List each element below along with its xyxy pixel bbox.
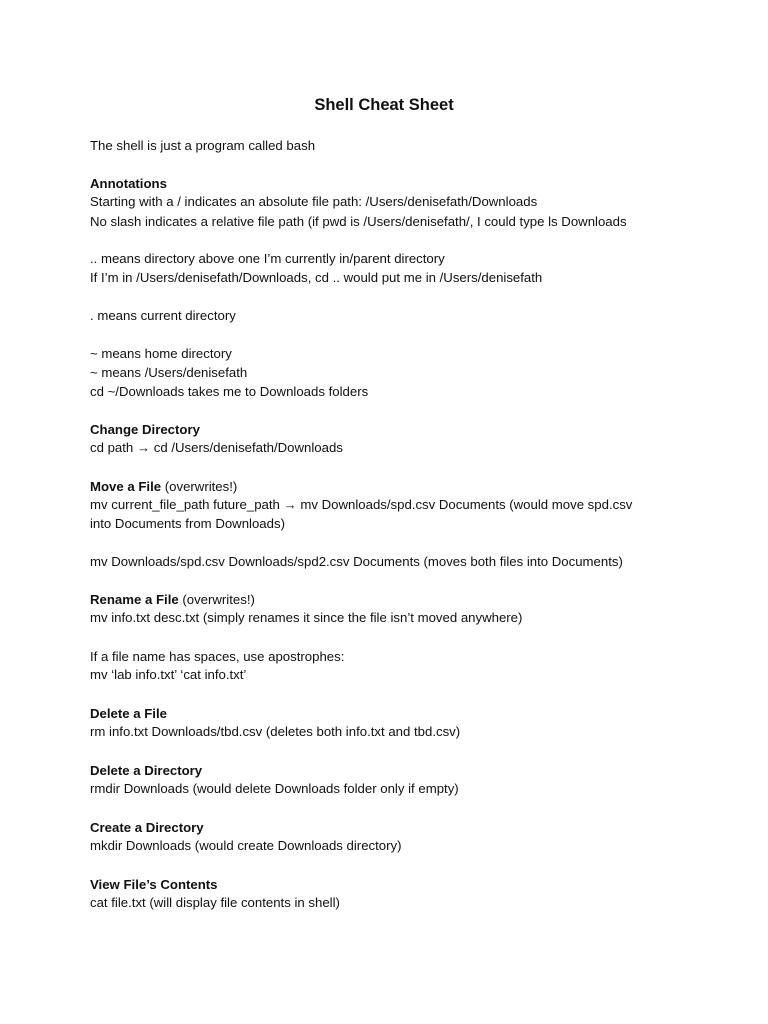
rename-file-note: (overwrites!) bbox=[178, 592, 255, 607]
change-directory-example: cd path → cd /Users/denisefath/Downloads bbox=[90, 440, 343, 455]
create-directory-example: mkdir Downloads (would create Downloads directory) bbox=[90, 838, 402, 853]
view-contents-heading: View File’s Contents bbox=[90, 877, 218, 892]
rename-file-example: mv info.txt desc.txt (simply renames it since the file isn’t moved anywhere) bbox=[90, 610, 523, 625]
page-title: Shell Cheat Sheet bbox=[314, 96, 454, 114]
rename-file-heading: Rename a File bbox=[90, 592, 179, 607]
home-directory-path: ~ means /Users/denisefath bbox=[90, 365, 248, 380]
annotations-heading: Annotations bbox=[90, 176, 167, 191]
absolute-path-text: Starting with a / indicates an absolute file path: /Users/denisefath/Downloads bbox=[90, 194, 538, 209]
move-file-example: mv current_file_path future_path → mv Downloads/spd.csv Documents (would move spd.csv bbox=[90, 497, 633, 512]
move-file-note: (overwrites!) bbox=[161, 479, 238, 494]
change-directory-heading: Change Directory bbox=[90, 422, 200, 437]
delete-file-heading: Delete a File bbox=[90, 706, 167, 721]
parent-directory-example: If I’m in /Users/denisefath/Downloads, cd .. would put me in /Users/denisefath bbox=[90, 270, 543, 285]
current-directory-text: . means current directory bbox=[90, 308, 236, 323]
relative-path-text: No slash indicates a relative file path (if pwd is /Users/denisefath/, I could type ls Downloads bbox=[90, 214, 627, 229]
delete-directory-example: rmdir Downloads (would delete Downloads folder only if empty) bbox=[90, 781, 459, 796]
move-file-heading: Move a File bbox=[90, 479, 162, 494]
intro-text: The shell is just a program called bash bbox=[90, 138, 316, 153]
spaces-example: mv ‘lab info.txt’ ‘cat info.txt’ bbox=[90, 667, 247, 682]
rename-file-heading-line bbox=[90, 590, 750, 609]
spaces-text: If a file name has spaces, use apostrophes: bbox=[90, 649, 345, 664]
move-file-example-cont: into Documents from Downloads) bbox=[90, 516, 285, 531]
view-contents-example: cat file.txt (will display file contents in shell) bbox=[90, 895, 340, 910]
delete-file-example: rm info.txt Downloads/tbd.csv (deletes both info.txt and tbd.csv) bbox=[90, 724, 461, 739]
move-files-example: mv Downloads/spd.csv Downloads/spd2.csv Documents (moves both files into Documents) bbox=[90, 554, 623, 569]
parent-directory-text: .. means directory above one I’m currently in/parent directory bbox=[90, 251, 445, 266]
create-directory-heading: Create a Directory bbox=[90, 820, 204, 835]
delete-directory-heading: Delete a Directory bbox=[90, 763, 203, 778]
home-directory-text: ~ means home directory bbox=[90, 346, 232, 361]
move-file-heading-line bbox=[90, 477, 750, 496]
home-directory-example: cd ~/Downloads takes me to Downloads folders bbox=[90, 384, 369, 399]
